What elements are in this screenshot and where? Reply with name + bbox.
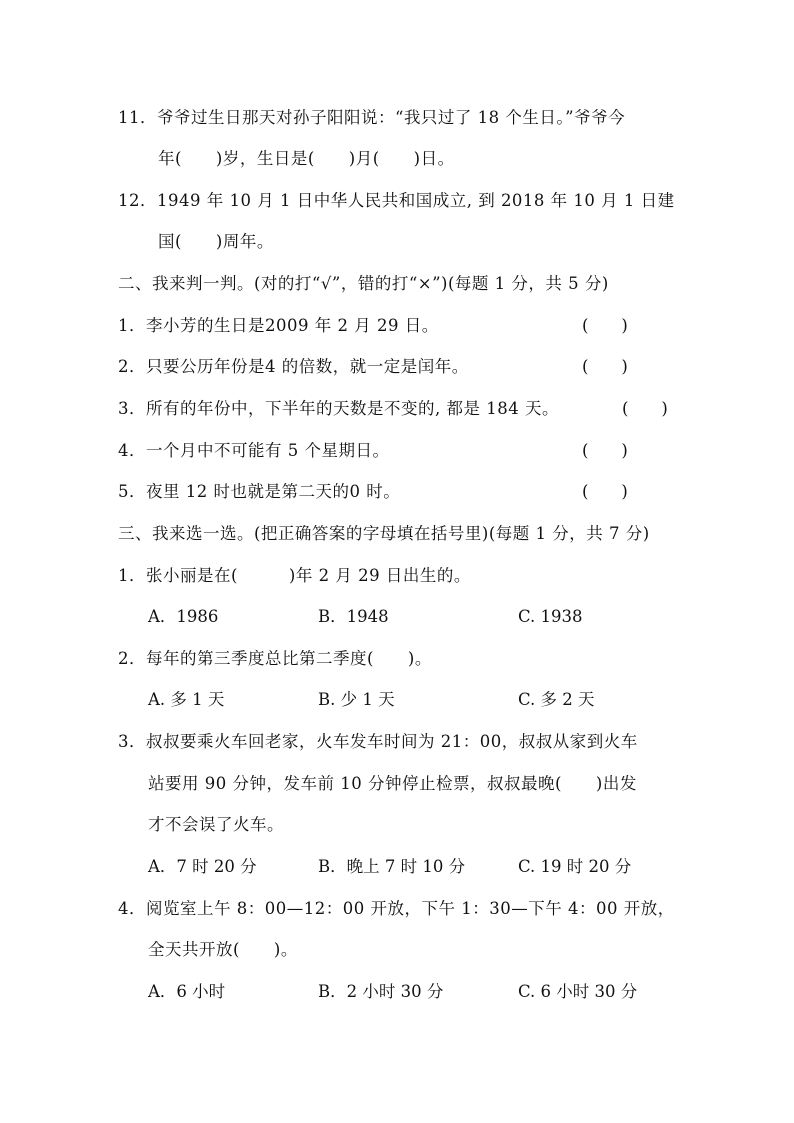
section-3-heading: 三、我来选一选。(把正确答案的字母填在括号里)(每题 1 分，共 7 分)	[118, 524, 650, 543]
choice-4-option-a[interactable]: A．6 小时	[148, 982, 226, 1001]
question-11-line-2: 年( )岁，生日是( )月( )日。	[158, 149, 455, 168]
choice-question-1: 1．张小丽是在( )年 2 月 29 日出生的。	[118, 566, 471, 585]
choice-2-option-a[interactable]: A. 多 1 天	[148, 690, 225, 709]
choice-2-option-b[interactable]: B. 少 1 天	[318, 690, 395, 709]
choice-4-option-c[interactable]: C. 6 小时 30 分	[518, 982, 638, 1001]
question-11-line-1: 11．爷爷过生日那天对孙子阳阳说：“我只过了 18 个生日。”爷爷今	[118, 108, 626, 127]
choice-3-option-b[interactable]: B．晚上 7 时 10 分	[318, 857, 466, 876]
choice-1-option-a[interactable]: A．1986	[148, 607, 219, 626]
section-2-heading: 二、我来判一判。(对的打“√”，错的打“×”)(每题 1 分，共 5 分)	[118, 274, 609, 293]
choice-2-option-c[interactable]: C. 多 2 天	[518, 690, 595, 709]
judge-item-4-blank[interactable]: ( )	[582, 441, 628, 460]
choice-4-option-b[interactable]: B．2 小时 30 分	[318, 982, 444, 1001]
choice-question-2: 2．每年的第三季度总比第二季度( )。	[118, 649, 432, 668]
question-12-line-2: 国( )周年。	[158, 232, 274, 251]
choice-3-option-c[interactable]: C. 19 时 20 分	[518, 857, 632, 876]
choice-question-3-line-2: 站要用 90 分钟，发车前 10 分钟停止检票，叔叔最晚( )出发	[148, 774, 637, 793]
choice-question-3-line-1: 3．叔叔要乘火车回老家，火车发车时间为 21：00，叔叔从家到火车	[118, 732, 638, 751]
judge-item-3: 3．所有的年份中，下半年的天数是不变的, 都是 184 天。	[118, 399, 559, 418]
choice-1-option-c[interactable]: C. 1938	[518, 607, 583, 626]
choice-1-option-b[interactable]: B．1948	[318, 607, 389, 626]
judge-item-5: 5．夜里 12 时也就是第二天的0 时。	[118, 482, 401, 501]
choice-3-option-a[interactable]: A．7 时 20 分	[148, 857, 257, 876]
judge-item-1: 1．李小芳的生日是2009 年 2 月 29 日。	[118, 316, 439, 335]
judge-item-1-blank[interactable]: ( )	[582, 316, 628, 335]
judge-item-2-blank[interactable]: ( )	[582, 357, 628, 376]
judge-item-5-blank[interactable]: ( )	[582, 482, 628, 501]
judge-item-3-blank[interactable]: ( )	[622, 399, 668, 418]
choice-question-4-line-2: 全天共开放( )。	[148, 940, 298, 959]
choice-question-4-line-1: 4．阅览室上午 8：00—12：00 开放，下午 1：30—下午 4：00 开放，	[118, 899, 675, 918]
question-12-line-1: 12．1949 年 10 月 1 日中华人民共和国成立, 到 2018 年 10 月 1 日建	[118, 191, 675, 210]
judge-item-2: 2．只要公历年份是4 的倍数，就一定是闰年。	[118, 357, 469, 376]
judge-item-4: 4．一个月中不可能有 5 个星期日。	[118, 441, 390, 460]
choice-question-3-line-3: 才不会误了火车。	[148, 815, 284, 834]
